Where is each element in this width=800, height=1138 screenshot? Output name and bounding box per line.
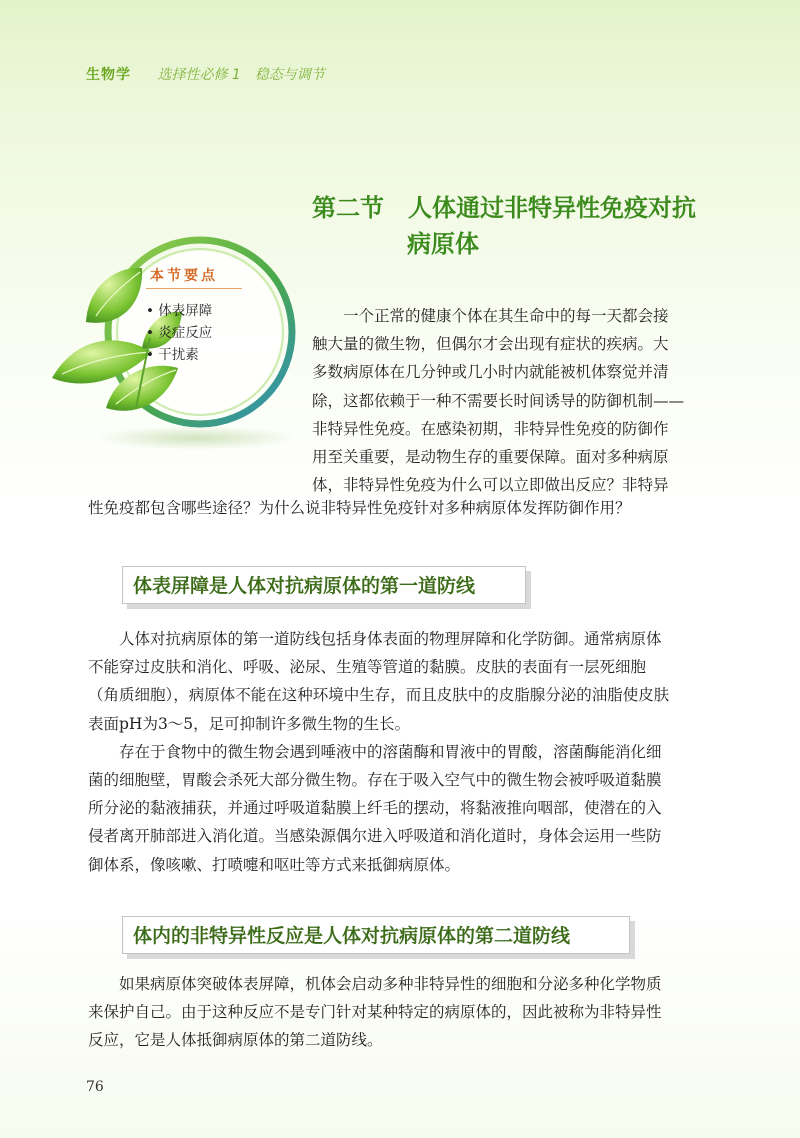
key-points-list: [146, 300, 212, 366]
intro-paragraph: [312, 302, 684, 499]
subsection1-body: [88, 625, 669, 879]
body-line: 反应，它是人体抵御病原体的第二道防线。: [88, 1031, 383, 1050]
key-point-item: • 体表屏障: [146, 300, 212, 322]
body-line: 侵者离开肺部进入消化道。当感染源偶尔进入呼吸道和消化道时，身体会运用一些防: [88, 827, 662, 846]
body-line: 御体系，像咳嗽、打喷嚏和呕吐等方式来抵御病原体。: [88, 855, 461, 874]
key-points-divider: [146, 288, 242, 289]
key-point-item: • 炎症反应: [146, 322, 212, 344]
subsection-heading-second-line-of-defense: 体内的非特异性反应是人体对抗病原体的第二道防线: [122, 916, 630, 954]
section-title-line1: 第二节 人体通过非特异性免疫对抗: [312, 194, 696, 222]
body-line: 表面pH为3～5，足可抑制许多微生物的生长。: [88, 714, 411, 733]
intro-paragraph-tail: [88, 494, 631, 522]
body-line: 菌的细胞壁，胃酸会杀死大部分微生物。存在于吸入空气中的微生物会被呼吸道黏膜: [88, 770, 662, 789]
body-line: 人体对抗病原体的第一道防线包括身体表面的物理屏障和化学防御。通常病原体: [88, 630, 662, 648]
intro-line: 除，这都依赖于一种不需要长时间诱导的防御机制——: [312, 391, 685, 410]
body-line: 不能穿过皮肤和消化、呼吸、泌尿、生殖等管道的黏膜。皮肤的表面有一层死细胞: [88, 658, 647, 677]
body-line: （角质细胞），病原体不能在这种环境中生存，而且皮肤中的皮脂腺分泌的油脂使皮肤: [88, 686, 670, 705]
intro-line: 用至关重要，是动物生存的重要保障。面对多种病原: [312, 447, 669, 466]
page-number: 76: [86, 1079, 104, 1095]
header-book-title: 选择性必修 1 稳态与调节: [157, 67, 325, 83]
intro-line: 一个正常的健康个体在其生命中的每一天都会接: [343, 307, 669, 325]
key-points-title: 本节要点: [150, 268, 218, 284]
running-header: [86, 64, 325, 84]
section-title: [312, 190, 696, 262]
intro-line: 性免疫都包含哪些途径？为什么说非特异性免疫针对多种病原体发挥防御作用？: [88, 499, 631, 517]
intro-line: 多数病原体在几分钟或几小时内就能被机体察觉并清: [312, 363, 669, 382]
body-line: 所分泌的黏液捕获，并通过呼吸道黏膜上纤毛的摆动，将黏液推向咽部，使潜在的入: [88, 799, 662, 818]
subsection-heading-first-line-of-defense: 体表屏障是人体对抗病原体的第一道防线: [122, 566, 526, 604]
header-subject: 生物学: [86, 67, 131, 83]
section-title-line2: 病原体: [407, 230, 479, 258]
subsection2-body: [88, 970, 662, 1055]
intro-line: 体，非特异性免疫为什么可以立即做出反应？非特异: [312, 476, 669, 495]
body-line: 如果病原体突破体表屏障，机体会启动多种非特异性的细胞和分泌多种化学物质: [88, 975, 662, 993]
body-line: 来保护自己。由于这种反应不是专门针对某种特定的病原体的，因此被称为非特异性: [88, 1003, 662, 1022]
body-line: 存在于食物中的微生物会遇到唾液中的溶菌酶和胃液中的胃酸，溶菌酶能消化细: [88, 742, 662, 761]
key-point-item: • 干扰素: [146, 344, 212, 366]
intro-line: 非特异性免疫。在感染初期，非特异性免疫的防御作: [312, 419, 669, 438]
intro-line: 触大量的微生物，但偶尔才会出现有症状的疾病。大: [312, 335, 669, 354]
